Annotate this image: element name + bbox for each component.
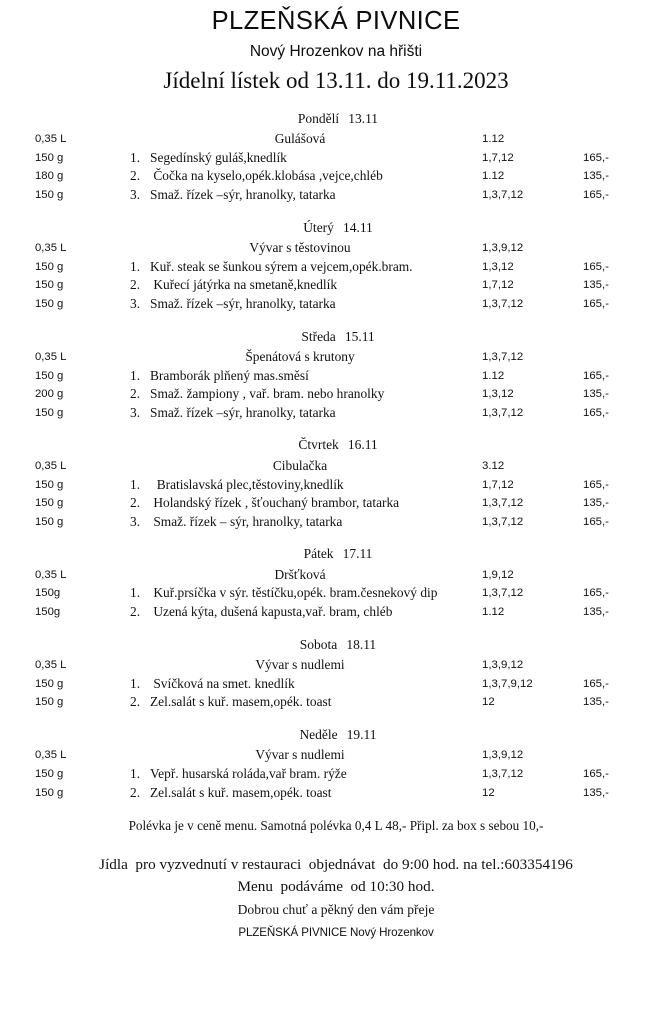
- dish-price: 165,-: [583, 515, 609, 528]
- dish-quantity: 150 g: [35, 189, 64, 202]
- dish-name-cell: [130, 603, 392, 622]
- dish-number: 3.: [130, 295, 141, 311]
- day-block: [0, 728, 672, 802]
- dish-price: 135,-: [583, 786, 609, 799]
- dish-allergens: 1.12: [482, 170, 505, 183]
- menu-footer: [0, 818, 672, 940]
- day-date: 14.11: [342, 219, 373, 235]
- day-date: 15.11: [344, 328, 375, 344]
- day-name: Čtvrtek: [298, 437, 339, 453]
- dish-price: 165,-: [583, 767, 609, 780]
- dish-price: 165,-: [583, 297, 609, 310]
- soup-name: Vývar s těstovinou: [249, 240, 351, 256]
- restaurant-location: Nový Hrozenkov na hřišti: [249, 42, 423, 60]
- soup-allergens: 1,9,12: [482, 568, 514, 581]
- day-block: [0, 221, 672, 314]
- dish-name-cell: [130, 385, 384, 404]
- dish-number: 3.: [130, 187, 141, 203]
- day-heading: [0, 330, 672, 344]
- dish-price: 135,-: [583, 279, 609, 292]
- dish-row: [0, 603, 672, 622]
- soup-quantity: 0,35 L: [35, 568, 67, 581]
- dish-name: Kuř.prsíčka v sýr. těstíčku,opék. bram.česnekový dip: [150, 585, 438, 601]
- day-sections: [0, 112, 672, 802]
- dish-name: Bratislavská plec,těstoviny,knedlík: [150, 476, 344, 492]
- dish-number: 1.: [130, 765, 141, 781]
- soup-allergens: 1,3,9,12: [482, 659, 524, 672]
- soup-row: [0, 130, 672, 149]
- day-block: [0, 112, 672, 205]
- dish-name-cell: [130, 367, 309, 386]
- dish-quantity: 150 g: [35, 151, 64, 164]
- dish-price: 135,-: [583, 696, 609, 709]
- dish-name-cell: [130, 149, 287, 168]
- dish-row: [0, 149, 672, 168]
- serving-time-note: Menu podáváme od 10:30 hod.: [237, 877, 435, 895]
- dish-row: [0, 258, 672, 277]
- day-heading: [0, 638, 672, 652]
- dish-number: 3.: [130, 513, 141, 529]
- dish-price: 135,-: [583, 388, 609, 401]
- dish-name-cell: [130, 476, 344, 495]
- dish-row: [0, 295, 672, 314]
- day-name: Sobota: [299, 636, 338, 652]
- dish-allergens: 1,3,12: [482, 260, 514, 273]
- soup-quantity: 0,35 L: [35, 242, 67, 255]
- soup-allergens: 1,3,7,12: [482, 351, 524, 364]
- dish-quantity: 150 g: [35, 696, 64, 709]
- dish-allergens: 1,3,12: [482, 388, 514, 401]
- dish-quantity: 150 g: [35, 677, 64, 690]
- soup-quantity: 0,35 L: [35, 351, 67, 364]
- dish-quantity: 180 g: [35, 170, 64, 183]
- day-heading: [0, 728, 672, 742]
- dish-allergens: 1,7,12: [482, 279, 514, 292]
- dish-quantity: 150 g: [35, 297, 64, 310]
- soup-name: Špenátová s krutony: [245, 349, 355, 365]
- dish-quantity: 150 g: [35, 767, 64, 780]
- day-heading: [0, 221, 672, 235]
- day-name: Pondělí: [297, 110, 340, 126]
- menu-header: [0, 0, 672, 95]
- dish-allergens: 12: [482, 786, 495, 799]
- restaurant-name: PLZEŇSKÁ PIVNICE: [211, 7, 461, 35]
- soup-name: Dršťková: [274, 566, 326, 582]
- dish-number: 1.: [130, 585, 141, 601]
- day-name: Pátek: [303, 546, 334, 562]
- dish-name-cell: [130, 675, 295, 694]
- dish-name: Smaž. řízek –sýr, hranolky, tatarka: [150, 404, 336, 420]
- dish-quantity: 150 g: [35, 786, 64, 799]
- day-date: 13.11: [348, 110, 379, 126]
- dish-number: 2.: [130, 386, 141, 402]
- dish-row: [0, 494, 672, 513]
- dish-quantity: 150 g: [35, 279, 64, 292]
- dish-quantity: 150 g: [35, 478, 64, 491]
- dish-allergens: 12: [482, 696, 495, 709]
- dish-allergens: 1,7,12: [482, 151, 514, 164]
- dish-name: Zel.salát s kuř. masem,opék. toast: [150, 784, 332, 800]
- dish-quantity: 150 g: [35, 369, 64, 382]
- dish-name-cell: [130, 784, 331, 803]
- order-phone-note: Jídla pro vyzvednutí v restauraci objednávat do 9:00 hod. na tel.:603354196: [99, 855, 573, 873]
- dish-allergens: 1,3,7,9,12: [482, 677, 533, 690]
- day-block: [0, 330, 672, 423]
- dish-name-cell: [130, 494, 399, 513]
- dish-price: 165,-: [583, 151, 609, 164]
- day-date: 19.11: [346, 726, 377, 742]
- dish-row: [0, 476, 672, 495]
- dish-name: Segedínský guláš,knedlík: [150, 149, 287, 165]
- dish-price: 165,-: [583, 478, 609, 491]
- dish-row: [0, 385, 672, 404]
- dish-number: 2.: [130, 277, 141, 293]
- dish-row: [0, 784, 672, 803]
- dish-quantity: 150 g: [35, 515, 64, 528]
- dish-name-cell: [130, 276, 337, 295]
- dish-row: [0, 367, 672, 386]
- dish-price: 165,-: [583, 406, 609, 419]
- dish-name: Čočka na kyselo,opék.klobása ,vejce,chléb: [150, 168, 383, 184]
- dish-row: [0, 276, 672, 295]
- soup-quantity: 0,35 L: [35, 659, 67, 672]
- soup-row: [0, 348, 672, 367]
- soup-name: Cibulačka: [272, 457, 328, 473]
- soup-price-note: Polévka je v ceně menu. Samotná polévka 0,4 L 48,- Připl. za box s sebou 10,-: [128, 818, 544, 834]
- dish-name-cell: [130, 295, 336, 314]
- dish-number: 1.: [130, 476, 141, 492]
- dish-name: Holandský řízek , šťouchaný brambor, tatarka: [150, 495, 400, 511]
- dish-name-cell: [130, 404, 336, 423]
- dish-price: 165,-: [583, 260, 609, 273]
- dish-name-cell: [130, 167, 383, 186]
- day-name: Středa: [301, 328, 336, 344]
- dish-number: 2.: [130, 784, 141, 800]
- dish-number: 1.: [130, 149, 141, 165]
- day-name: Neděle: [299, 726, 338, 742]
- dish-name: Kuř. steak se šunkou sýrem a vejcem,opék.bram.: [150, 258, 413, 274]
- dish-number: 2.: [130, 694, 141, 710]
- dish-number: 2.: [130, 495, 141, 511]
- dish-quantity: 150g: [35, 587, 61, 600]
- dish-name: Zel.salát s kuř. masem,opék. toast: [150, 694, 332, 710]
- dish-row: [0, 513, 672, 532]
- dish-number: 2.: [130, 603, 141, 619]
- day-heading: [0, 112, 672, 126]
- dish-row: [0, 765, 672, 784]
- dish-quantity: 150 g: [35, 406, 64, 419]
- dish-number: 3.: [130, 404, 141, 420]
- soup-quantity: 0,35 L: [35, 133, 67, 146]
- dish-allergens: 1,3,7,12: [482, 515, 524, 528]
- dish-name: Smaž. řízek –sýr, hranolky, tatarka: [150, 295, 336, 311]
- dish-number: 1.: [130, 258, 141, 274]
- dish-price: 135,-: [583, 497, 609, 510]
- dish-price: 165,-: [583, 677, 609, 690]
- dish-name: Bramborák plňený mas.směsí: [150, 367, 309, 383]
- dish-name: Vepř. husarská roláda,vař bram. rýže: [150, 765, 347, 781]
- dish-quantity: 150g: [35, 605, 61, 618]
- soup-allergens: 1,3,9,12: [482, 242, 524, 255]
- day-date: 18.11: [346, 636, 377, 652]
- dish-number: 1.: [130, 367, 141, 383]
- dish-name: Smaž. řízek – sýr, hranolky, tatarka: [150, 513, 343, 529]
- dish-name-cell: [130, 584, 437, 603]
- day-date: 16.11: [347, 437, 378, 453]
- day-name: Úterý: [303, 219, 334, 235]
- dish-name: Smaž. řízek –sýr, hranolky, tatarka: [150, 187, 336, 203]
- footer-spacer: [0, 834, 672, 855]
- dish-quantity: 200 g: [35, 388, 64, 401]
- dish-allergens: 1.12: [482, 369, 505, 382]
- day-block: [0, 547, 672, 621]
- dish-row: [0, 186, 672, 205]
- dish-allergens: 1,3,7,12: [482, 406, 524, 419]
- soup-row: [0, 566, 672, 585]
- venue-signature: PLZEŇSKÁ PIVNICE Nový Hrozenkov: [238, 926, 434, 940]
- soup-name: Gulášová: [274, 131, 326, 147]
- dish-name-cell: [130, 693, 331, 712]
- soup-quantity: 0,35 L: [35, 749, 67, 762]
- dish-name-cell: [130, 513, 342, 532]
- dish-name-cell: [130, 765, 347, 784]
- day-heading: [0, 438, 672, 452]
- dish-allergens: 1,3,7,12: [482, 297, 524, 310]
- dish-allergens: 1,3,7,12: [482, 767, 524, 780]
- day-block: [0, 438, 672, 531]
- dish-price: 135,-: [583, 605, 609, 618]
- soup-row: [0, 746, 672, 765]
- soup-allergens: 3.12: [482, 459, 505, 472]
- dish-row: [0, 675, 672, 694]
- soup-row: [0, 239, 672, 258]
- dish-allergens: 1,3,7,12: [482, 587, 524, 600]
- soup-row: [0, 656, 672, 675]
- soup-quantity: 0,35 L: [35, 459, 67, 472]
- dish-name-cell: [130, 258, 413, 277]
- day-date: 17.11: [342, 546, 373, 562]
- dish-allergens: 1,3,7,12: [482, 497, 524, 510]
- dish-name: Smaž. žampiony , vař. bram. nebo hranolky: [150, 386, 385, 402]
- dish-allergens: 1,7,12: [482, 478, 514, 491]
- greeting-note: Dobrou chuť a pěkný den vám přeje: [237, 901, 435, 917]
- dish-price: 135,-: [583, 170, 609, 183]
- dish-number: 2.: [130, 168, 141, 184]
- soup-name: Vývar s nudlemi: [255, 657, 345, 673]
- dish-price: 165,-: [583, 369, 609, 382]
- soup-allergens: 1,3,9,12: [482, 749, 524, 762]
- dish-name: Svíčková na smet. knedlík: [150, 675, 295, 691]
- dish-price: 165,-: [583, 587, 609, 600]
- dish-allergens: 1.12: [482, 605, 505, 618]
- dish-name-cell: [130, 186, 336, 205]
- soup-row: [0, 457, 672, 476]
- dish-name: Kuřecí játýrka na smetaně,knedlík: [150, 277, 338, 293]
- dish-number: 1.: [130, 675, 141, 691]
- dish-allergens: 1,3,7,12: [482, 189, 524, 202]
- dish-row: [0, 693, 672, 712]
- day-heading: [0, 547, 672, 561]
- dish-row: [0, 167, 672, 186]
- day-block: [0, 638, 672, 712]
- dish-row: [0, 404, 672, 423]
- soup-name: Vývar s nudlemi: [255, 747, 345, 763]
- menu-period-title: Jídelní lístek od 13.11. do 19.11.2023: [163, 68, 509, 94]
- dish-name: Uzená kýta, dušená kapusta,vař. bram, chléb: [150, 603, 393, 619]
- soup-allergens: 1.12: [482, 133, 505, 146]
- dish-price: 165,-: [583, 189, 609, 202]
- dish-quantity: 150 g: [35, 260, 64, 273]
- dish-quantity: 150 g: [35, 497, 64, 510]
- dish-row: [0, 584, 672, 603]
